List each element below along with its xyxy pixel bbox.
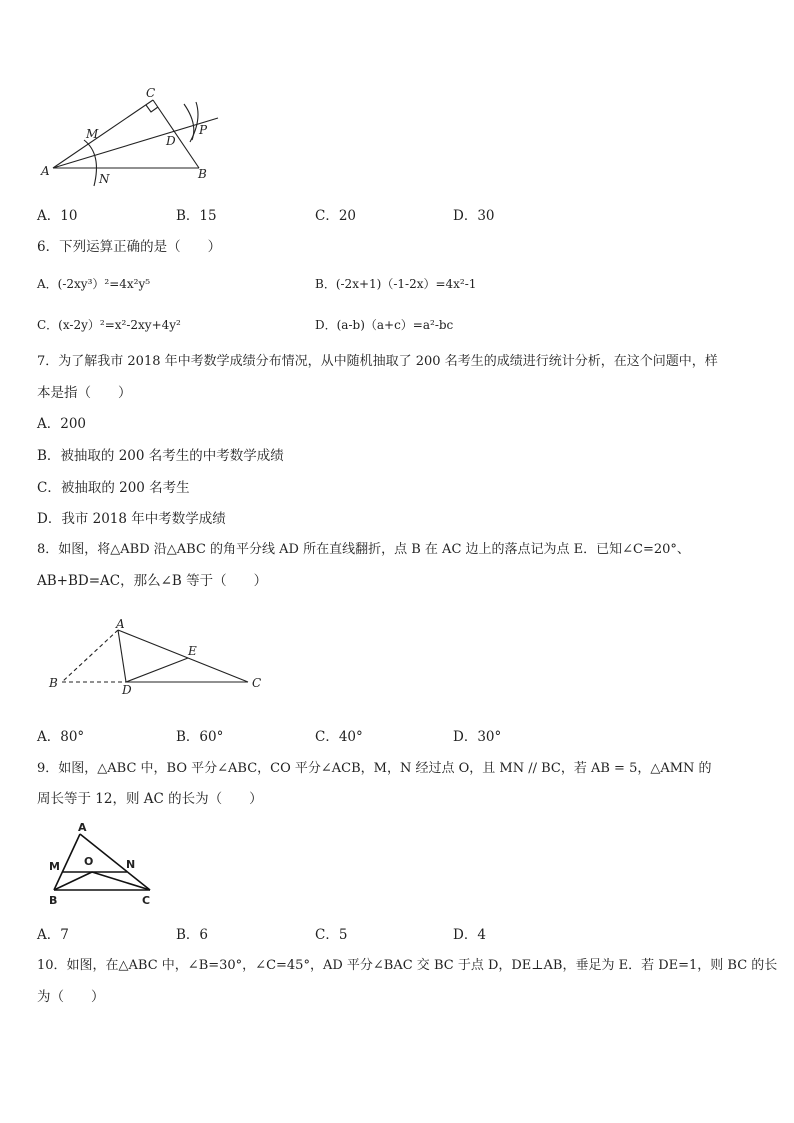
label-c: C <box>146 86 156 100</box>
segment-ad <box>118 630 126 682</box>
label-p: P <box>199 123 208 137</box>
q5-option-c[interactable]: C．20 <box>315 208 357 224</box>
q8-stem-line2: AB+BD=AC，那么∠B 等于（ ） <box>37 573 268 589</box>
q7-stem-line1: 7．为了解我市 2018 年中考数学成绩分布情况，从中随机抽取了 200 名考生的成绩进行统计分析，在这个问题中，样 <box>37 354 718 369</box>
q9-stem-line1: 9．如图，△ABC 中，BO 平分∠ABC，CO 平分∠ACB，M，N 经过点 O，且 MN // BC，若 AB = 5，△AMN 的 <box>37 761 712 776</box>
right-angle-mark <box>146 105 158 112</box>
segment-ab-dashed <box>62 630 118 682</box>
q9-label-b: B <box>49 894 58 907</box>
q8-label-c: C <box>252 676 262 690</box>
q9-option-b[interactable]: B．6 <box>176 927 209 943</box>
q8-option-d[interactable]: D．30° <box>453 729 502 745</box>
label-m: M <box>86 127 99 141</box>
q9-label-a: A <box>78 821 87 834</box>
q9-segment-oc <box>92 872 150 890</box>
q7-option-b[interactable]: B．被抽取的 200 名考生的中考数学成绩 <box>37 448 284 464</box>
label-a: A <box>41 164 50 178</box>
q5-option-a[interactable]: A．10 <box>37 208 78 224</box>
q9-label-o: O <box>84 855 94 868</box>
q8-option-c[interactable]: C．40° <box>315 729 363 745</box>
q8-label-e: E <box>188 644 197 658</box>
q7-option-d[interactable]: D．我市 2018 年中考数学成绩 <box>37 511 226 527</box>
q9-option-c[interactable]: C．5 <box>315 927 348 943</box>
q9-label-n: N <box>126 858 136 871</box>
q8-option-b[interactable]: B．60° <box>176 729 224 745</box>
q9-segment-bo <box>54 872 92 890</box>
q5-figure <box>36 82 226 188</box>
q9-figure <box>42 820 162 910</box>
q9-label-c: C <box>142 894 151 907</box>
q9-label-m: M <box>49 860 60 873</box>
q8-label-a: A <box>116 617 125 631</box>
label-d: D <box>166 134 176 148</box>
segment-cb <box>153 100 199 168</box>
q6-option-c[interactable]: C．(x-2y）²=x²-2xy+4y² <box>37 318 181 332</box>
q6-option-a[interactable]: A．(-2xy³）²=4x²y⁵ <box>37 277 151 291</box>
segment-ac <box>118 630 248 682</box>
segment-de <box>126 658 188 682</box>
q7-option-a[interactable]: A．200 <box>37 416 87 432</box>
q7-option-c[interactable]: C．被抽取的 200 名考生 <box>37 480 190 496</box>
q8-figure <box>42 612 272 698</box>
segment-ac <box>53 100 153 168</box>
label-n: N <box>99 172 110 186</box>
q6-option-b[interactable]: B．(-2x+1)（-1-2x）=4x²-1 <box>315 277 477 291</box>
q9-stem-line2: 周长等于 12，则 AC 的长为（ ） <box>37 791 263 807</box>
arc-p2 <box>190 102 198 142</box>
q8-option-a[interactable]: A．80° <box>37 729 85 745</box>
q10-stem-line2: 为（ ） <box>37 989 105 1005</box>
label-b: B <box>198 167 207 181</box>
q8-label-d: D <box>122 683 132 697</box>
arc-p1 <box>184 104 194 140</box>
q7-stem-line2: 本是指（ ） <box>37 385 132 401</box>
q5-option-d[interactable]: D．30 <box>453 208 495 224</box>
q9-option-a[interactable]: A．7 <box>37 927 69 943</box>
q6-option-d[interactable]: D．(a-b)（a+c）=a²-bc <box>315 318 454 332</box>
q9-option-d[interactable]: D．4 <box>453 927 486 943</box>
q10-stem-line1: 10．如图，在△ABC 中，∠B=30°，∠C=45°，AD 平分∠BAC 交 BC 于点 D，DE⊥AB，垂足为 E．若 DE=1，则 BC 的长 <box>37 958 778 973</box>
q8-stem-line1: 8．如图，将△ABD 沿△ABC 的角平分线 AD 所在直线翻折，点 B 在 AC 边上的落点记为点 E．已知∠C=20°、 <box>37 542 690 557</box>
q5-option-b[interactable]: B．15 <box>176 208 217 224</box>
q8-label-b: B <box>49 676 58 690</box>
arc-mn <box>84 140 96 186</box>
q6-stem: 6．下列运算正确的是（ ） <box>37 239 222 255</box>
